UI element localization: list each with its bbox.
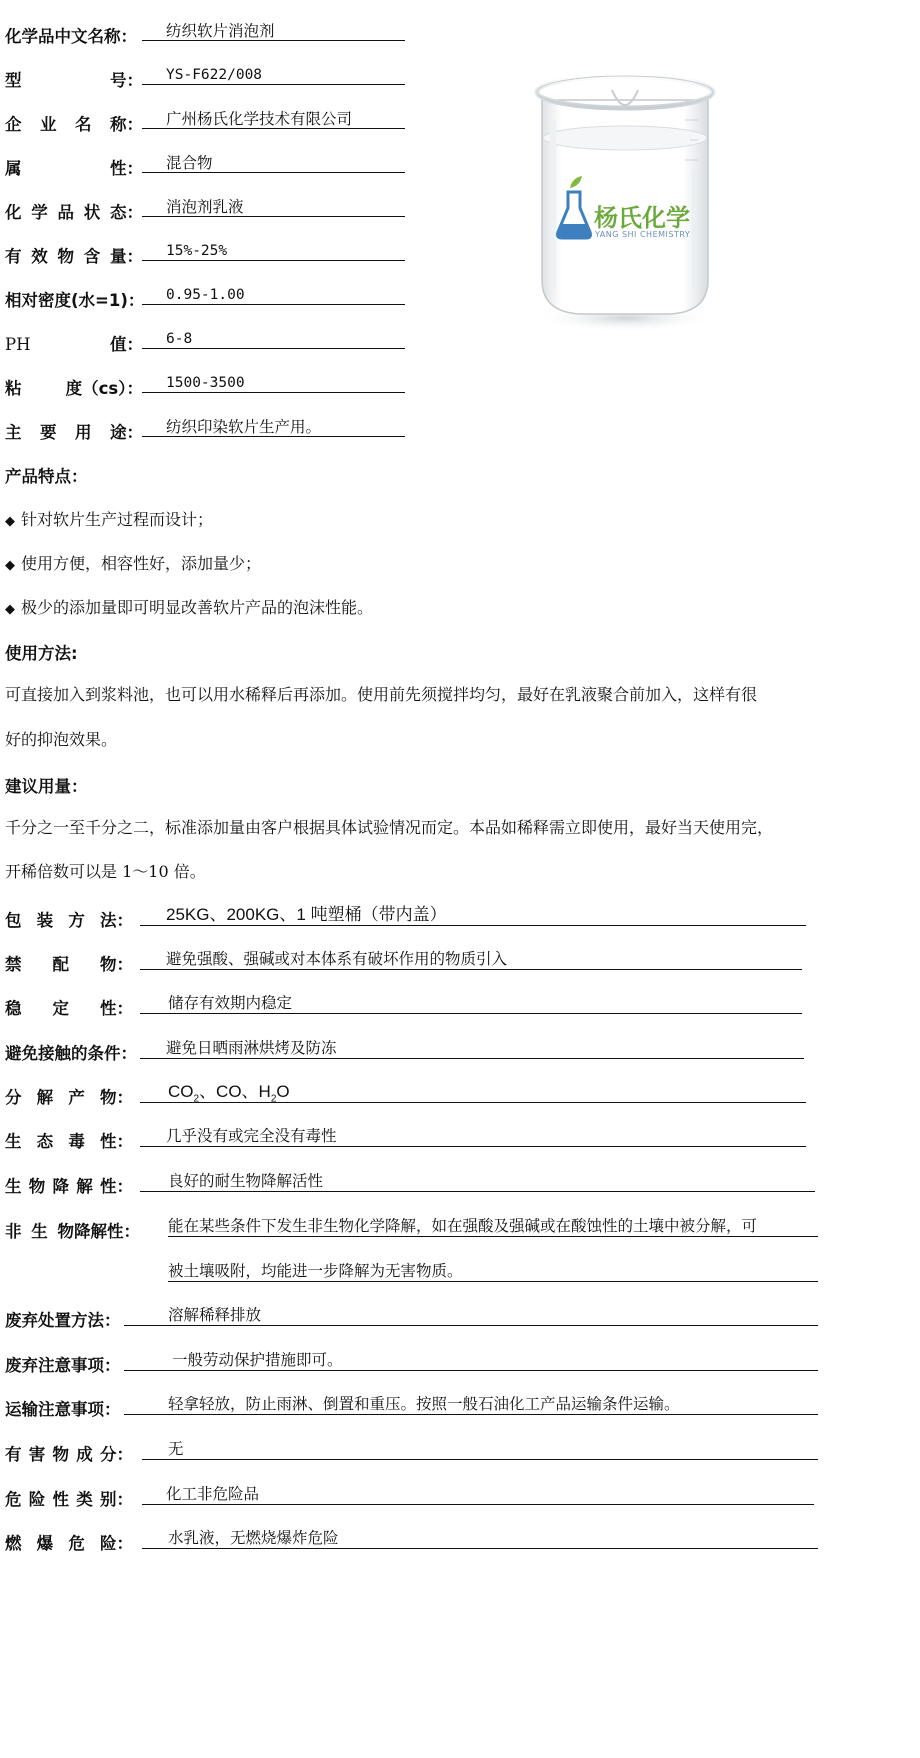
field-row-density xyxy=(5,282,143,312)
field-row-transport-notes xyxy=(5,1391,133,1421)
field-value: 几乎没有或完全没有毒性 xyxy=(166,1127,337,1145)
field-row-model xyxy=(5,62,143,92)
field-value: 轻拿轻放，防止雨淋、倒置和重压。按照一般石油化工产品运输条件运输。 xyxy=(168,1395,680,1413)
field-value: 广州杨氏化学技术有限公司 xyxy=(166,110,353,128)
field-row-fire-explosion xyxy=(5,1525,133,1555)
field-row-property xyxy=(5,150,143,180)
field-row-stability xyxy=(5,990,133,1020)
field-row-packaging xyxy=(5,902,133,932)
feature-text: 极少的添加量即可明显改善软片产品的泡沫性能。 xyxy=(21,598,374,617)
field-value: 15%-25% xyxy=(166,243,228,259)
field-label: 型 号： xyxy=(5,71,143,90)
field-label: 化学品中文名称： xyxy=(5,27,137,46)
feature-item xyxy=(5,507,213,530)
field-value: 良好的耐生物降解活性 xyxy=(168,1172,324,1190)
field-row-disposal-notes xyxy=(5,1347,133,1377)
field-value: 纺织印染软片生产用。 xyxy=(166,418,322,436)
field-label: 稳 定 性： xyxy=(5,999,133,1018)
field-row-hazard-category xyxy=(5,1481,133,1511)
field-value: 混合物 xyxy=(166,154,213,172)
field-row-biodegradability xyxy=(5,1168,133,1198)
field-label: 燃 爆 危 险： xyxy=(5,1534,133,1553)
field-value: 储存有效期内稳定 xyxy=(168,994,293,1012)
dosage-text-line1: 千分之一至千分之二，标准添加量由客户根据具体试验情况而定。本品如稀释需立即使用，最好当天使用完， xyxy=(5,818,774,837)
field-value: 水乳液，无燃烧爆炸危险 xyxy=(168,1529,339,1547)
feature-text: 使用方便，相容性好，添加量少； xyxy=(21,554,262,573)
field-label: 属 性： xyxy=(5,159,143,178)
field-label: 生 态 毒 性： xyxy=(5,1132,133,1151)
field-label: 废弃处置方法： xyxy=(5,1311,121,1330)
field-label: 有 效 物 含 量： xyxy=(5,247,143,266)
field-row-abiotic-degradation xyxy=(5,1213,140,1243)
field-underline xyxy=(142,1435,818,1460)
field-value: 无 xyxy=(168,1440,184,1458)
field-label: 粘 度（cs）： xyxy=(5,379,143,398)
field-label: 有 害 物 成 分： xyxy=(5,1445,133,1464)
product-image xyxy=(520,60,730,360)
field-row-usage xyxy=(5,414,143,444)
dosage-text-line2: 开稀倍数可以是 1～10 倍。 xyxy=(5,862,206,881)
field-label: 生 物 降 解 性： xyxy=(5,1177,133,1196)
field-value-line2: 被土壤吸附，均能进一步降解为无害物质。 xyxy=(168,1262,463,1280)
diamond-bullet-icon: ◆ xyxy=(5,602,15,617)
field-row-avoid-conditions xyxy=(5,1035,137,1065)
field-row-incompatible xyxy=(5,946,133,976)
field-value: 6-8 xyxy=(166,331,193,347)
field-value: 纺织软片消泡剂 xyxy=(166,22,275,40)
field-label: 禁 配 物： xyxy=(5,955,133,974)
field-row-hazardous-components xyxy=(5,1436,133,1466)
dosage-title: 建议用量： xyxy=(5,777,88,796)
field-label: 相对密度(水=1)： xyxy=(5,291,145,310)
field-row-decomposition xyxy=(5,1079,133,1109)
field-value: 1500-3500 xyxy=(166,375,245,391)
field-value: $CO_2$、CO、$H_2O$ xyxy=(168,1082,290,1105)
logo-text-cn: 杨氏化学 xyxy=(594,204,690,232)
usage-title: 使用方法: xyxy=(5,644,78,663)
field-row-disposal-method xyxy=(5,1302,133,1332)
field-row-state xyxy=(5,194,143,224)
feature-text: 针对软片生产过程而设计； xyxy=(21,510,214,529)
logo-text-en: YANG SHI CHEMISTRY xyxy=(595,230,691,239)
field-row-ecotoxicity xyxy=(5,1123,133,1153)
field-value: 溶解稀释排放 xyxy=(168,1306,262,1324)
field-row-content xyxy=(5,238,143,268)
usage-text-line1: 可直接加入到浆料池，也可以用水稀释后再添加。使用前先须搅拌均匀，最好在乳液聚合前加入，这样有很 xyxy=(5,685,758,704)
field-label: 避免接触的条件： xyxy=(5,1044,137,1063)
field-label: 化 学 品 状 态： xyxy=(5,203,143,222)
field-label: 主 要 用 途： xyxy=(5,423,143,442)
diamond-bullet-icon: ◆ xyxy=(5,558,15,573)
field-value: 避免强酸、强碱或对本体系有破坏作用的物质引入 xyxy=(166,950,508,968)
field-row-ph xyxy=(5,326,143,356)
field-label: 包 装 方 法： xyxy=(5,911,133,930)
usage-text-line2: 好的抑泡效果。 xyxy=(5,730,118,749)
field-value: 一般劳动保护措施即可。 xyxy=(172,1351,343,1369)
field-value: 0.95-1.00 xyxy=(166,287,245,303)
field-label: 废弃注意事项： xyxy=(5,1356,121,1375)
field-label: PH 值： xyxy=(5,335,143,354)
field-value: 25KG、200KG、1 吨塑桶（带内盖） xyxy=(166,905,447,924)
field-value: YS-F622/008 xyxy=(166,67,263,83)
field-label: 非 生 物降解性： xyxy=(5,1222,140,1241)
field-value: 避免日晒雨淋烘烤及防冻 xyxy=(166,1039,337,1057)
field-row-chemical-name xyxy=(5,18,143,48)
feature-item xyxy=(5,551,261,574)
field-value: 能在某些条件下发生非生物化学降解，如在强酸及强碱或在酸蚀性的土壤中被分解，可 xyxy=(168,1217,758,1235)
field-label: 运输注意事项： xyxy=(5,1400,121,1419)
field-value: 化工非危险品 xyxy=(166,1485,260,1503)
field-row-viscosity xyxy=(5,370,143,400)
diamond-bullet-icon: ◆ xyxy=(5,514,15,529)
feature-item xyxy=(5,595,373,618)
field-label: 危 险 性 类 别： xyxy=(5,1490,133,1509)
features-title: 产品特点： xyxy=(5,467,88,486)
field-label: 企 业 名 称： xyxy=(5,115,143,134)
field-row-company xyxy=(5,106,143,136)
field-label: 分 解 产 物： xyxy=(5,1088,133,1107)
field-value: 消泡剂乳液 xyxy=(166,198,244,216)
